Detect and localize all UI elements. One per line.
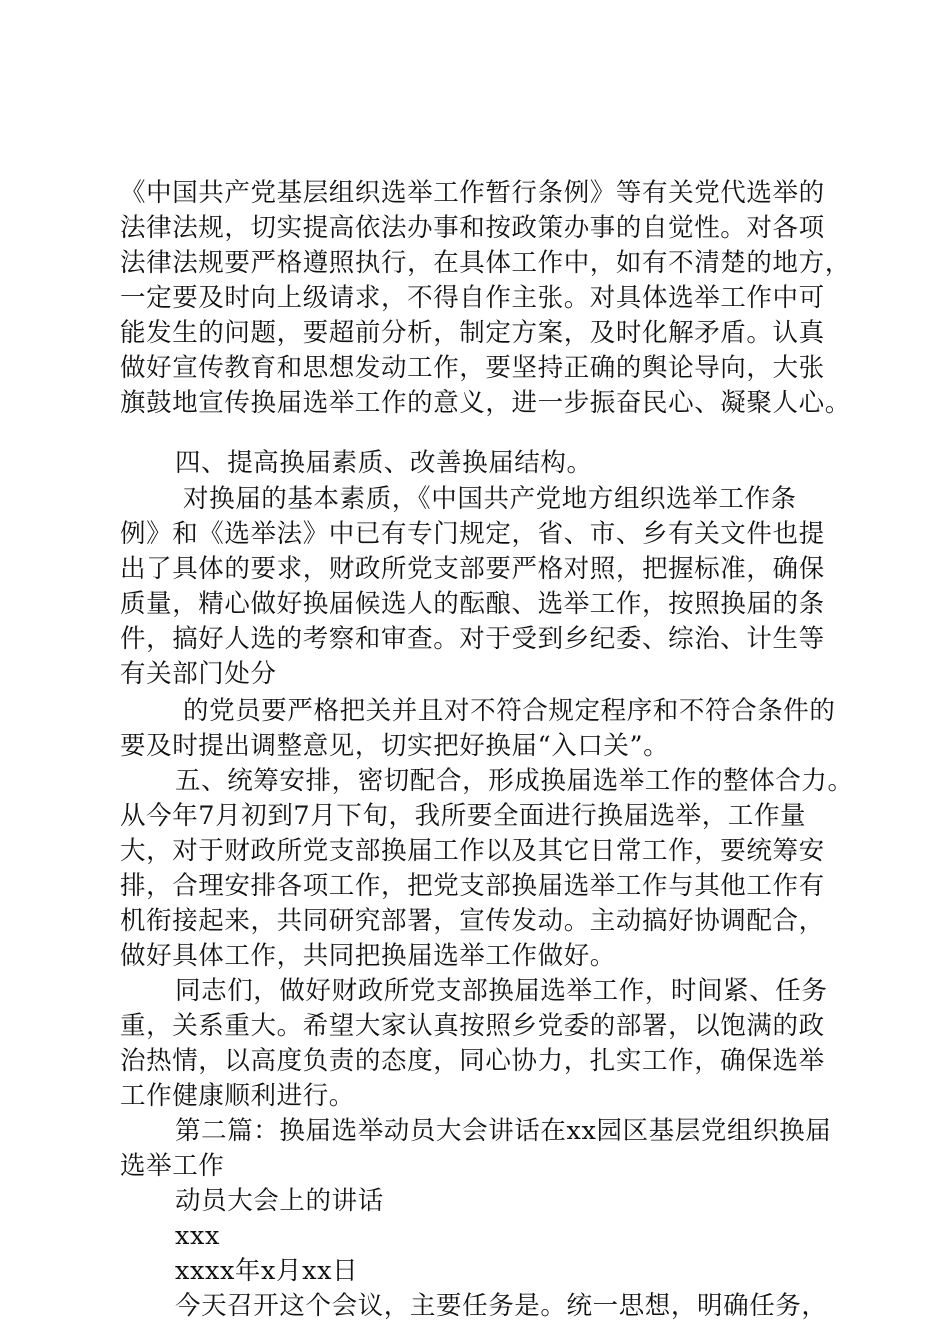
text-line: 对换届的基本素质，《中国共产党地方组织选举工作条 <box>183 484 797 514</box>
text-line: 同志们，做好财政所党支部换届选举工作，时间紧、任务 <box>175 976 828 1006</box>
text-line: 的党员要严格把关并且对不符合规定程序和不符合条件的 <box>183 696 836 726</box>
text-line: 能发生的问题，要超前分析，制定方案，及时化解矛盾。认真 <box>120 318 825 348</box>
text-line: 《中国共产党基层组织选举工作暂行条例》等有关党代选举的 <box>120 178 825 208</box>
text-line: 法律法规要严格遵照执行，在具体工作中，如有不清楚的地方， <box>120 248 851 278</box>
text-line: 旗鼓地宣传换届选举工作的意义，进一步振奋民心、凝聚人心。 <box>120 388 851 418</box>
chapter-title-continued: 选举工作 <box>120 1151 225 1181</box>
text-line: 例》和《选举法》中已有专门规定，省、市、乡有关文件也提 <box>120 519 825 549</box>
text-line: 法律法规，切实提高依法办事和按政策办事的自觉性。对各项 <box>120 213 825 243</box>
speech-date: xxxx年x月xx日 <box>175 1256 359 1286</box>
speech-title: 动员大会上的讲话 <box>175 1186 384 1216</box>
text-line: 工作健康顺利进行。 <box>120 1081 355 1111</box>
text-line: 今天召开这个会议，主要任务是。统一思想，明确任务， <box>175 1291 828 1321</box>
text-line: 出了具体的要求，财政所党支部要严格对照，把握标准，确保 <box>120 554 825 584</box>
section-heading: 四、提高换届素质、改善换届结构。 <box>175 448 593 478</box>
text-line: 从今年7月初到7月下旬，我所要全面进行换届选举，工作量 <box>120 801 807 831</box>
text-line: 治热情，以高度负责的态度，同心协力，扎实工作，确保选举 <box>120 1046 825 1076</box>
text-line: 排，合理安排各项工作，把党支部换届选举工作与其他工作有 <box>120 871 825 901</box>
text-line: 要及时提出调整意见，切实把好换届“入口关”。 <box>120 731 670 761</box>
chapter-title: 第二篇：换届选举动员大会讲话在xx园区基层党组织换届 <box>175 1116 832 1146</box>
section-heading: 五、统筹安排，密切配合，形成换届选举工作的整体合力。 <box>175 766 854 796</box>
text-line: 质量，精心做好换届候选人的酝酿、选举工作，按照换届的条 <box>120 589 825 619</box>
text-line: 做好宣传教育和思想发动工作，要坚持正确的舆论导向，大张 <box>120 353 825 383</box>
text-line: 重，关系重大。希望大家认真按照乡党委的部署，以饱满的政 <box>120 1011 825 1041</box>
text-line: 有关部门处分 <box>120 659 277 689</box>
text-line: 大，对于财政所党支部换届工作以及其它日常工作，要统筹安 <box>120 836 825 866</box>
speaker-name: xxx <box>175 1221 220 1251</box>
text-line: 件，搞好人选的考察和审查。对于受到乡纪委、综治、计生等 <box>120 624 825 654</box>
text-line: 机衔接起来，共同研究部署，宣传发动。主动搞好协调配合， <box>120 906 825 936</box>
text-line: 一定要及时向上级请求，不得自作主张。对具体选举工作中可 <box>120 283 825 313</box>
text-line: 做好具体工作，共同把换届选举工作做好。 <box>120 941 616 971</box>
